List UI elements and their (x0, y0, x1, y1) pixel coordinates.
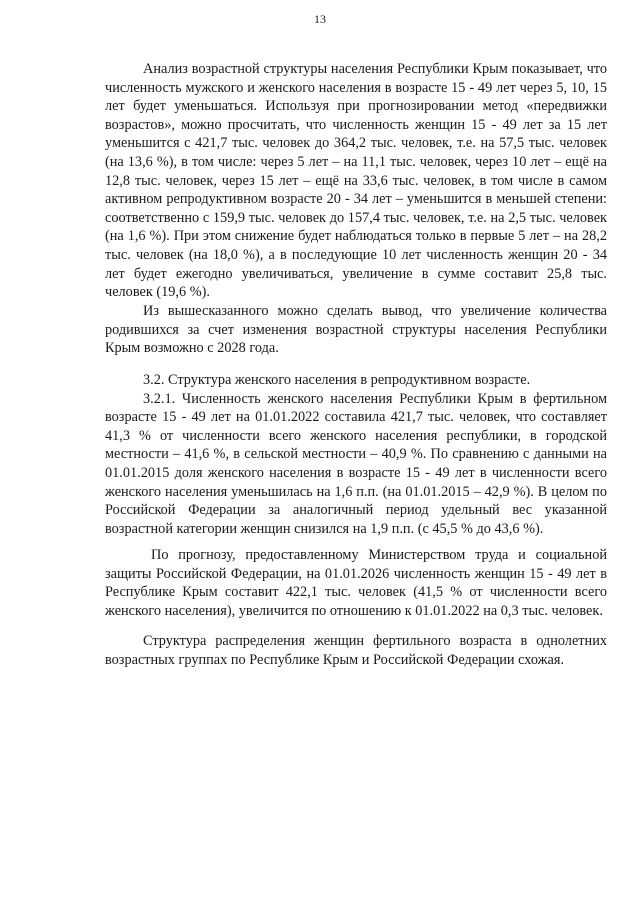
paragraph-text: Из вышесказанного можно сделать вывод, что увеличение количества родившихся за счет изменения возрастной структуры населения Республики Крым возможно с 2028 года. (105, 303, 607, 357)
paragraph-text: Анализ возрастной структуры населения Республики Крым показывает, что численность мужского и женского населения в возрасте 15 - 49 лет через 5, 10, 15 лет будет уменьшаться. Используя при прогнозировании метод «передвижки возрастов», можно просчитать, что численность женщин 15 - 49 лет за 15 лет уменьшится с 421,7 тыс. человек до 364,2 тыс. человек, т.е. на 57,5 тыс. человек (на 13,6 %), в том числе: через 5 лет – на 11,1 тыс. человек, через 10 лет – ещё на 12,8 тыс. человек, через 15 лет – ещё на 33,6 тыс. человек, в том числе в самом активном репродуктивном возрасте 20 - 34 лет – уменьшится в меньшей степени: соответственно с 159,9 тыс. человек до 157,4 тыс. человек, т.е. на 2,5 тыс. человек (на 1,6 %). При этом снижение будет наблюдаться только в первые 5 лет – на 28,2 тыс. человек (на 18,0 %), а в последующие 10 лет численность женщин 20 - 34 лет будет ежегодно увеличиваться, увеличение в сумме составит 25,8 тыс. человек (19,6 %). (105, 61, 607, 301)
paragraph-text: 3.2.1. Численность женского населения Республики Крым в фертильном возрасте 15 - 49 лет на 01.01.2022 составила 421,7 тыс. человек, что составляет 41,3 % от численности всего женского населения республики, в городской местности – 41,6 %, в сельской местности – 40,9 %. По сравнению с данными на 01.01.2015 доля женского населения в возрасте 15 - 49 лет в численности всего женского населения уменьшилась на 1,6 п.п. (на 01.01.2015 – 42,9 %). В целом по Российской Федерации за аналогичный период удельный вес указанной возрастной категории женщин снизился на 1,9 п.п. (с 45,5 % до 43,6 %). (105, 390, 607, 537)
paragraph-conclusion (105, 302, 607, 358)
section-heading: 3.2. Структура женского населения в репродуктивном возрасте. (143, 372, 531, 388)
paragraph-structure-summary (105, 632, 607, 669)
page-number: 13 (314, 12, 326, 26)
section-3-2 (105, 371, 607, 538)
paragraph-forecast (105, 546, 607, 620)
paragraph-age-structure-analysis (105, 60, 607, 302)
paragraph-text: Структура распределения женщин фертильного возраста в однолетних возрастных группах по Республике Крым и Российской Федерации схожая. (105, 633, 607, 668)
paragraph-text: По прогнозу, предоставленному Министерством труда и социальной защиты Российской Федерации, на 01.01.2026 численность женщин 15 - 49 лет в Республике Крым составит 422,1 тыс. человек (41,5 % от численности всего женского населения), увеличится по отношению к 01.01.2022 на 0,3 тыс. человек. (105, 547, 607, 619)
